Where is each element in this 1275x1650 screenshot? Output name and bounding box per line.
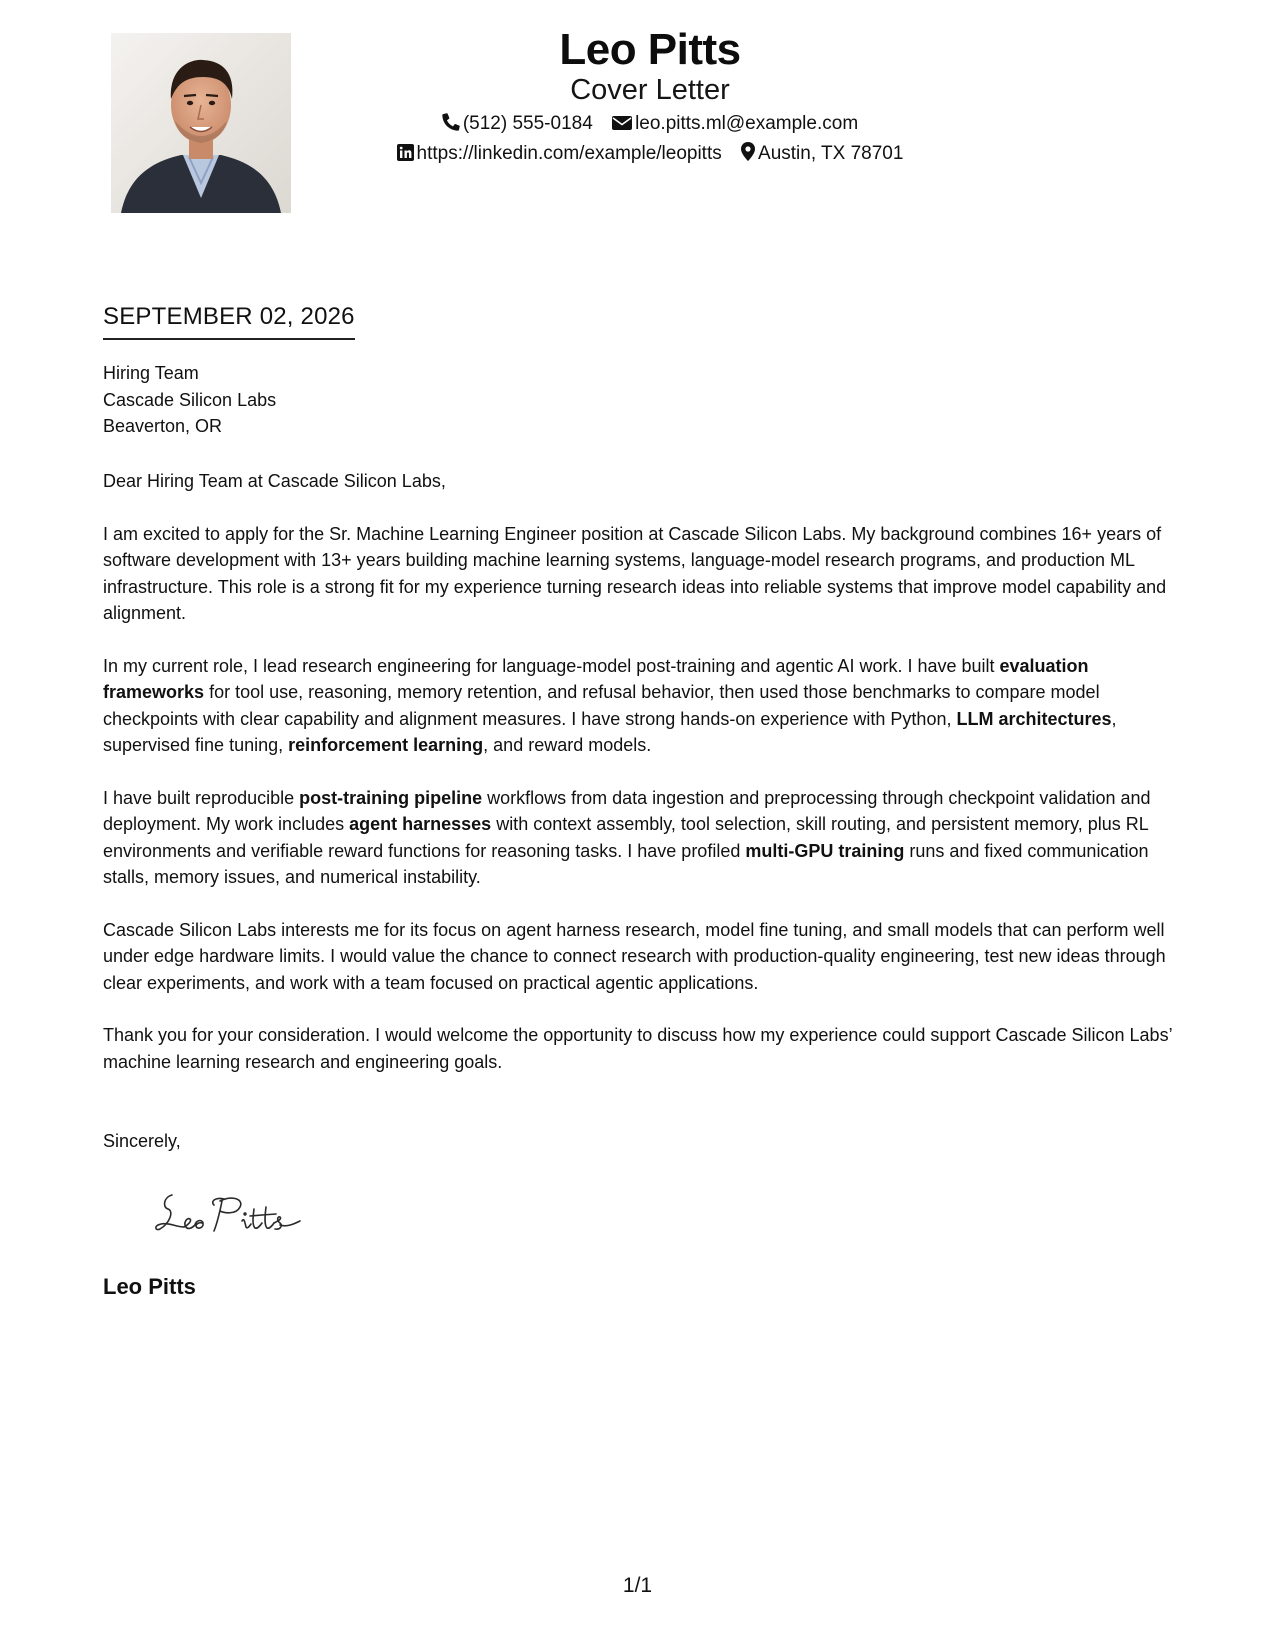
page-number: 1/1 [622,1574,653,1597]
highlight-term: reinforcement learning [288,735,484,755]
document-subtitle: Cover Letter [570,74,730,106]
highlight-term: LLM architectures [956,708,1112,729]
phone-text: (512) 555-0184 [462,113,593,134]
closing: Sincerely, [103,1131,181,1151]
envelope-icon [612,115,632,131]
signer-name: Leo Pitts [103,1274,196,1299]
highlight-term: post-training pipeline [299,787,483,808]
highlight-term: multi-GPU training [745,840,905,861]
recipient-line: Beaverton, OR [103,416,223,436]
contact-location [741,139,903,169]
email-text: leo.pitts.ml@example.com [635,113,859,134]
profile-photo [111,33,291,213]
recipient-line: Hiring Team [103,363,199,383]
recipient-line: Cascade Silicon Labs [103,389,277,410]
linkedin-icon [397,144,414,161]
letter-body [103,468,1178,1101]
location-text: Austin, TX 78701 [758,143,904,164]
contact-linkedin [397,139,722,169]
linkedin-text: https://linkedin.com/example/leopitts [416,143,722,164]
contact-phone [442,109,593,139]
letter-header [300,22,1000,169]
handwritten-signature [150,1185,320,1237]
contact-row-secondary [300,139,1000,169]
body-paragraph-1: I am excited to apply for the Sr. Machine Learning Engineer position at Cascade Silicon Labs. My background combines 16+ years of software development with 13+ years building machine learning systems, language-model research programs, and production ML infrastructure. This role is a strong fit for my experience turning research ideas into reliable systems that improve model capability and alignment. [103,523,1167,623]
contact-row-primary [300,109,1000,139]
salutation: Dear Hiring Team at Cascade Silicon Labs, [103,471,446,491]
phone-icon [442,113,460,131]
body-paragraph-5: Thank you for your consideration. I would welcome the opportunity to discuss how my experience could support Cascade Silicon Labs’ machine learning research and engineering goals. [103,1025,1172,1072]
applicant-name: Leo Pitts [559,25,741,74]
highlight-term: agent harnesses [349,814,492,834]
body-paragraph-4: Cascade Silicon Labs interests me for its focus on agent harness research, model fine tuning, and small models that can perform well under edge hardware limits. I would value the chance to connect research with production-quality engineering, test new ideas through clear experiments, and work with a team focused on practical agentic applications. [103,919,1166,993]
contact-email [612,109,858,139]
highlight-term: evaluation frameworks [103,655,1089,702]
map-pin-icon [741,142,755,161]
recipient-block [103,360,276,440]
letter-date: SEPTEMBER 02, 2026 [103,300,355,340]
body-paragraph-3: I have built reproducible post-training pipeline workflows from data ingestion and preprocessing through checkpoint validation and deployment. My work includes agent harnesses with context assembly, tool selection, skill routing, and persistent memory, plus RL environments and verifiable reward functions for reasoning tasks. I have profiled multi-GPU training runs and fixed communication stalls, memory issues, and numerical instability. [103,787,1151,887]
body-paragraph-2: In my current role, I lead research engineering for language-model post-training and agentic AI work. I have built evaluation frameworks for tool use, reasoning, memory retention, and refusal behavior, then used those benchmarks to compare model checkpoints with clear capability and alignment measures. I have strong hands-on experience with Python, LLM architectures, supervised fine tuning, reinforcement learning, and reward models. [103,655,1117,755]
